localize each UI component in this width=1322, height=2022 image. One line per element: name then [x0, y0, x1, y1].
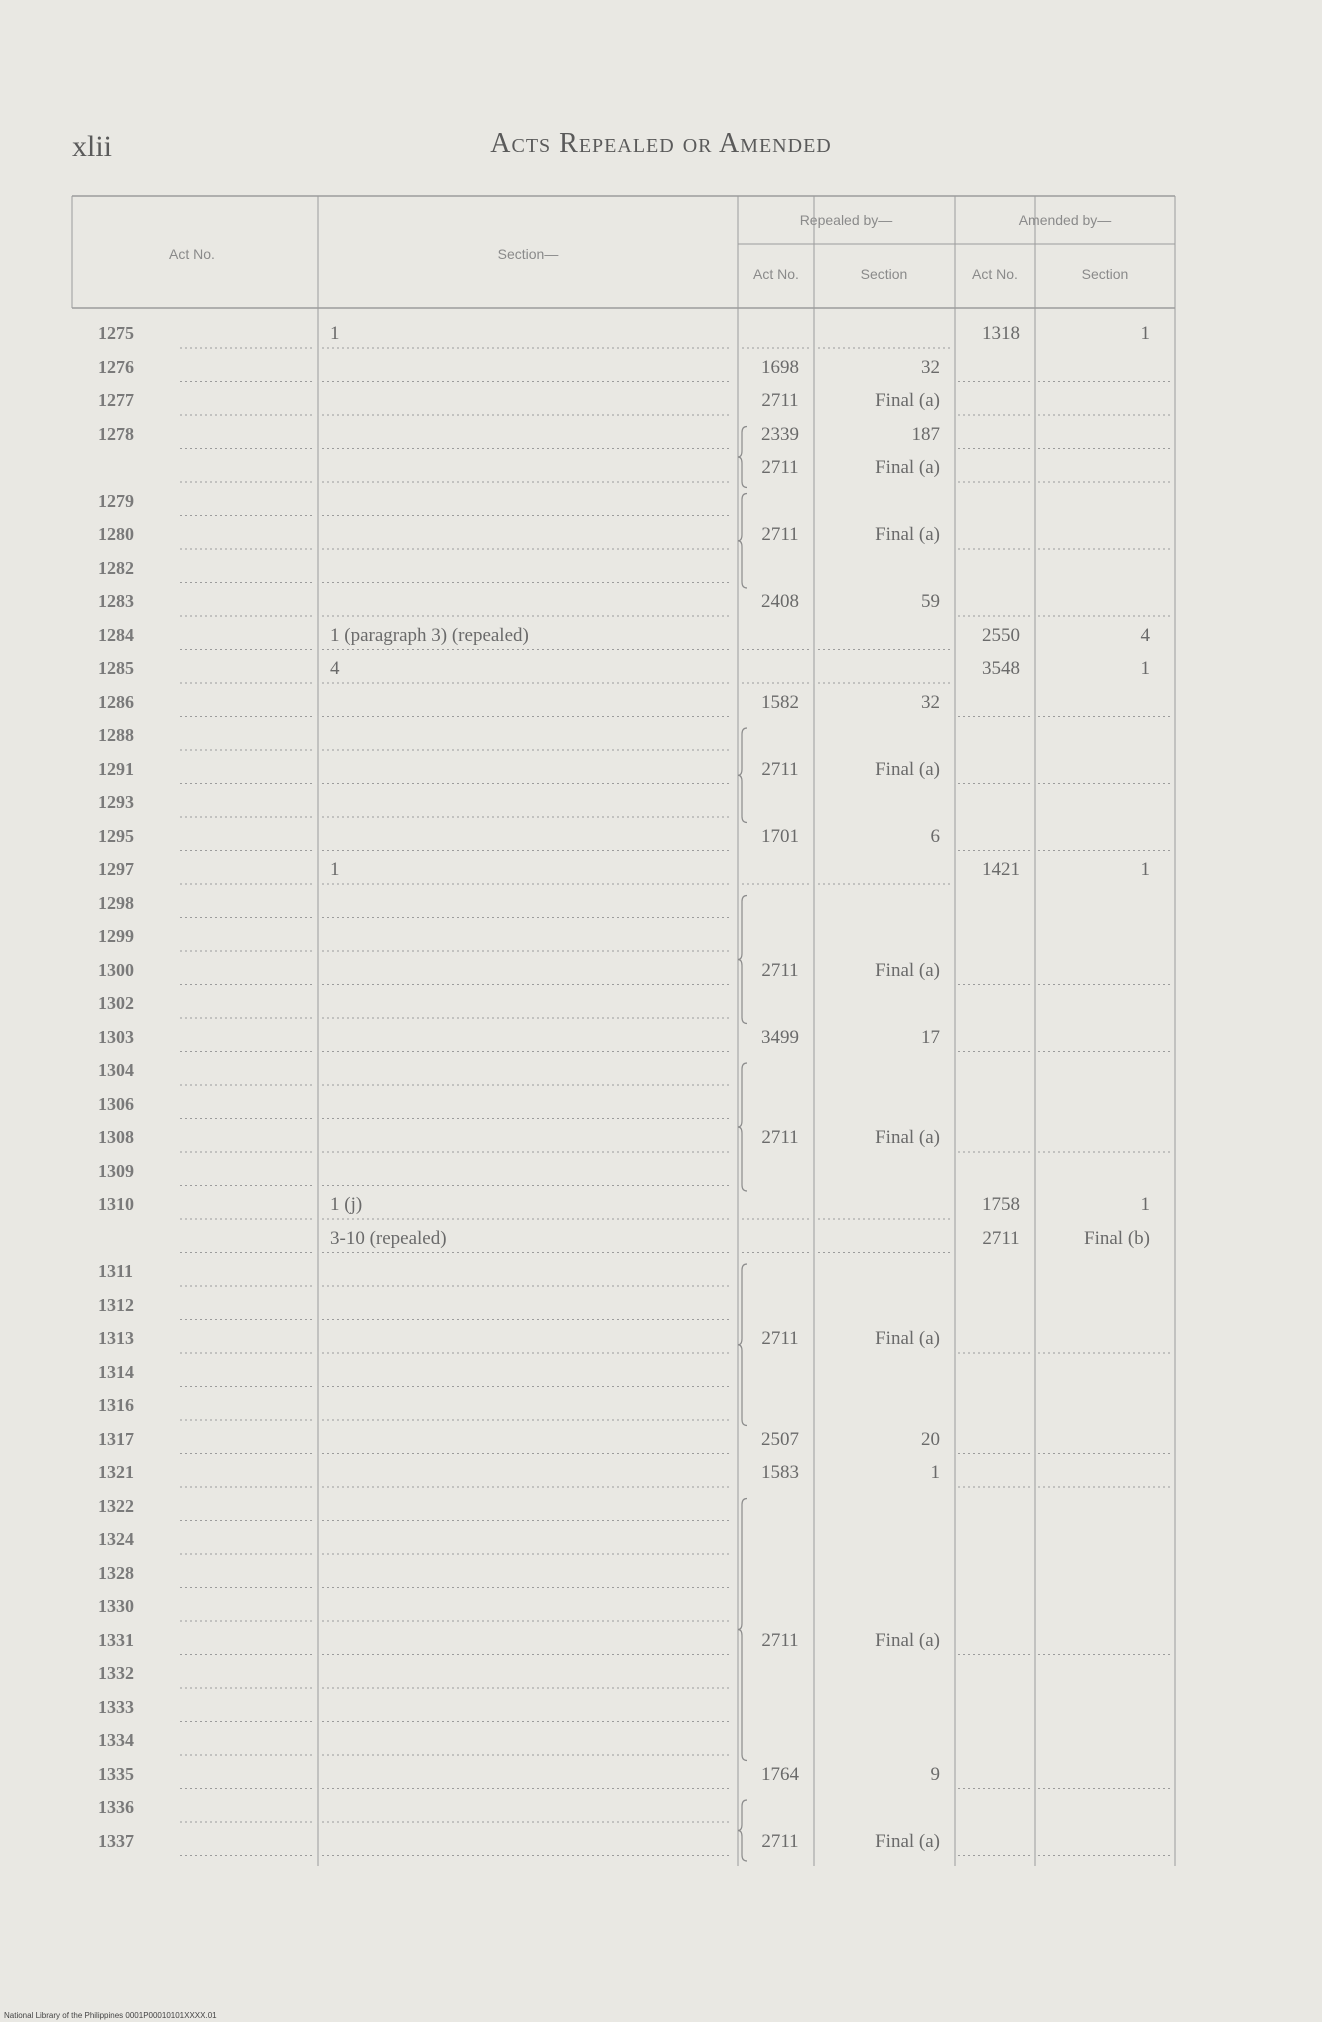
act-number: 1297 — [98, 859, 134, 879]
repealed-act-number: 2711 — [761, 1328, 799, 1349]
header-act-no: Act No. — [169, 246, 215, 262]
section-value: 1 (paragraph 3) (repealed) — [330, 624, 529, 646]
act-number: 1321 — [98, 1462, 134, 1482]
footer-credit: National Library of the Philippines 0001P00010101XXXX.01 — [4, 2011, 217, 2020]
act-number: 1283 — [98, 591, 134, 611]
repealed-section: 20 — [921, 1428, 940, 1450]
repealed-act-number: 1582 — [761, 691, 799, 713]
act-number: 1316 — [98, 1395, 134, 1415]
page-number: xlii — [72, 130, 113, 163]
section-value: 1 — [330, 859, 340, 880]
act-number: 1303 — [98, 1026, 134, 1047]
repealed-act-number: 1583 — [761, 1462, 799, 1483]
grouping-brace — [738, 1063, 747, 1191]
act-number: 1331 — [98, 1629, 134, 1650]
repealed-section: Final (a) — [875, 1830, 940, 1852]
page-title: Acts Repealed or Amended — [490, 128, 832, 159]
amended-section: 4 — [1140, 624, 1150, 646]
repealed-section: 59 — [921, 591, 940, 612]
amended-section: 1 — [1140, 1194, 1150, 1215]
repealed-act-number: 2339 — [761, 423, 799, 445]
grouping-brace — [738, 896, 747, 1024]
repealed-act-number: 2711 — [761, 758, 799, 780]
act-number: 1286 — [98, 691, 134, 712]
act-number: 1337 — [98, 1830, 134, 1851]
act-number: 1275 — [98, 323, 134, 343]
amended-section: 1 — [1140, 323, 1150, 344]
header-repealed-section: Section — [860, 266, 908, 282]
header-amended-by: Amended by— — [1018, 212, 1112, 228]
grouping-brace — [738, 1800, 747, 1861]
grouping-brace — [738, 1264, 747, 1426]
repealed-act-number: 2711 — [761, 959, 799, 981]
grouping-brace — [738, 494, 747, 589]
act-number: 1304 — [98, 1060, 134, 1080]
act-number: 1276 — [98, 356, 134, 377]
act-number: 1295 — [98, 825, 134, 846]
act-number: 1298 — [98, 892, 134, 913]
repealed-section: 17 — [921, 1026, 940, 1048]
repealed-section: 9 — [930, 1763, 940, 1785]
repealed-act-number: 3499 — [761, 1026, 799, 1048]
repealed-section: 1 — [930, 1462, 940, 1483]
amended-act-number: 2550 — [982, 624, 1020, 646]
header-amended-act-no: Act No. — [972, 266, 1018, 282]
amended-act-number: 1758 — [982, 1194, 1020, 1215]
act-number: 1314 — [98, 1361, 134, 1382]
act-number: 1311 — [98, 1261, 134, 1281]
repealed-act-number: 2507 — [761, 1428, 799, 1450]
amended-act-number: 1318 — [982, 323, 1020, 344]
act-number: 1335 — [98, 1763, 134, 1784]
repealed-section: 6 — [930, 825, 940, 847]
act-number: 1309 — [98, 1160, 134, 1181]
act-number: 1322 — [98, 1495, 134, 1516]
repealed-act-number: 2711 — [761, 390, 799, 411]
act-number: 1312 — [98, 1294, 134, 1315]
repealed-act-number: 1764 — [761, 1763, 799, 1785]
repealed-section: 32 — [921, 691, 940, 713]
repealed-act-number: 1698 — [761, 356, 799, 378]
section-value: 1 — [330, 323, 340, 344]
section-value: 3-10 (repealed) — [330, 1227, 447, 1249]
act-number: 1333 — [98, 1696, 134, 1717]
repealed-act-number: 2408 — [761, 591, 799, 612]
act-number: 1277 — [98, 390, 134, 410]
header-section: Section— — [497, 246, 559, 262]
section-value: 4 — [330, 658, 340, 679]
act-number: 1328 — [98, 1562, 134, 1583]
act-number: 1278 — [98, 423, 134, 444]
grouping-brace — [738, 728, 747, 823]
repealed-section: Final (a) — [875, 959, 940, 981]
act-number: 1288 — [98, 725, 134, 745]
repealed-section: Final (a) — [875, 1328, 940, 1349]
act-number: 1317 — [98, 1428, 134, 1449]
amended-act-number: 1421 — [982, 859, 1020, 880]
repealed-act-number: 1701 — [761, 825, 799, 847]
act-number: 1280 — [98, 524, 134, 544]
act-number: 1330 — [98, 1596, 134, 1616]
act-number: 1306 — [98, 1093, 134, 1114]
act-number: 1284 — [98, 624, 134, 645]
act-number: 1293 — [98, 792, 134, 812]
act-number: 1279 — [98, 490, 134, 511]
header-amended-section: Section — [1081, 266, 1129, 282]
act-number: 1308 — [98, 1127, 134, 1147]
act-number: 1291 — [98, 758, 134, 779]
amended-section: Final (b) — [1084, 1227, 1150, 1249]
act-number: 1332 — [98, 1663, 134, 1683]
repealed-act-number: 2711 — [761, 1629, 799, 1651]
act-number: 1302 — [98, 993, 134, 1013]
amended-act-number: 2711 — [982, 1227, 1020, 1249]
amended-section: 1 — [1140, 658, 1150, 679]
act-number: 1336 — [98, 1797, 134, 1817]
repealed-act-number: 2711 — [761, 457, 799, 478]
act-number: 1313 — [98, 1328, 134, 1348]
repealed-section: Final (a) — [875, 758, 940, 780]
act-number: 1300 — [98, 959, 134, 980]
repealed-section: 187 — [911, 423, 940, 445]
repealed-act-number: 2711 — [761, 1127, 799, 1148]
repealed-section: Final (a) — [875, 390, 940, 411]
repealed-section: 32 — [921, 356, 940, 378]
repealed-act-number: 2711 — [761, 524, 799, 545]
act-number: 1324 — [98, 1529, 134, 1549]
repealed-act-number: 2711 — [761, 1830, 799, 1852]
act-number: 1282 — [98, 557, 134, 578]
repealed-section: Final (a) — [875, 524, 940, 545]
repealed-section: Final (a) — [875, 457, 940, 478]
amended-act-number: 3548 — [982, 658, 1020, 679]
act-number: 1310 — [98, 1194, 134, 1214]
repealed-section: Final (a) — [875, 1127, 940, 1148]
act-number: 1299 — [98, 926, 134, 946]
header-repealed-act-no: Act No. — [753, 266, 799, 282]
amended-section: 1 — [1140, 859, 1150, 880]
header-repealed-by: Repealed by— — [799, 212, 893, 228]
act-number: 1334 — [98, 1730, 134, 1750]
grouping-brace — [738, 427, 747, 488]
section-value: 1 (j) — [330, 1194, 363, 1215]
repealed-section: Final (a) — [875, 1629, 940, 1651]
grouping-brace — [738, 1499, 747, 1761]
act-number: 1285 — [98, 658, 134, 678]
